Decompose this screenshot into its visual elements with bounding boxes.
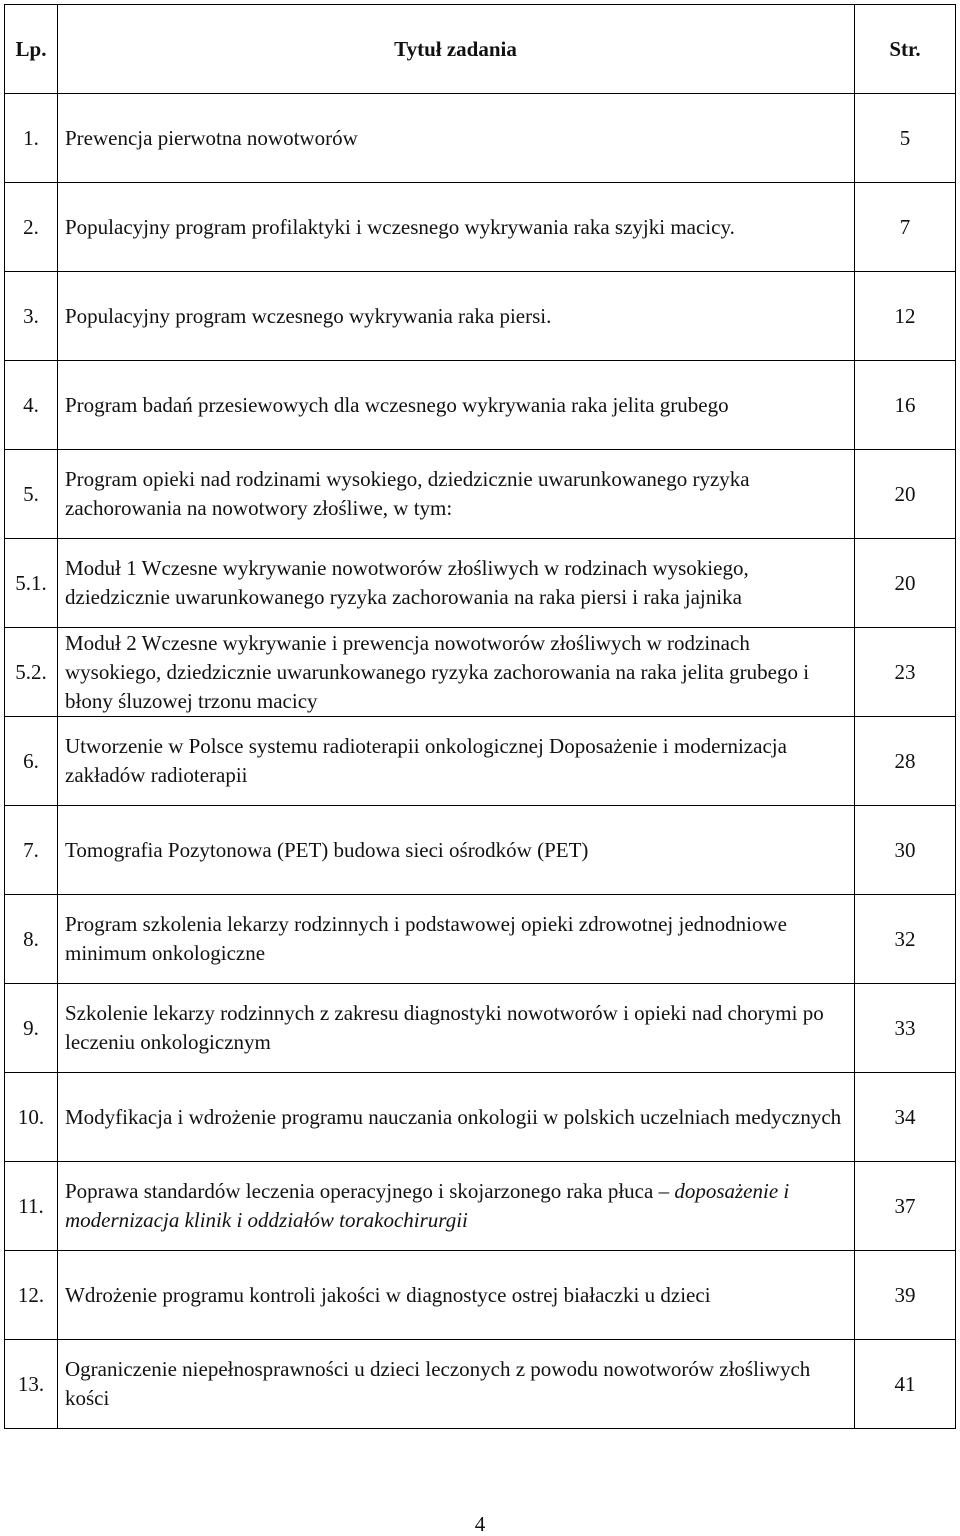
- row-lp: 5.1.: [5, 539, 58, 628]
- row-title: Moduł 2 Wczesne wykrywanie i prewencja nowotworów złośliwych w rodzinach wysokiego, dziedzicznie uwarunkowanego ryzyka zachorowania na raka jelita grubego i błony śluzowej trzonu macicy: [58, 628, 855, 717]
- table-row: [5, 806, 956, 895]
- table-row: [5, 272, 956, 361]
- page-number: 4: [474, 1512, 486, 1536]
- table-row: [5, 1251, 956, 1340]
- table-row: [5, 895, 956, 984]
- row-lp: 5.: [5, 450, 58, 539]
- row-title: Moduł 1 Wczesne wykrywanie nowotworów złośliwych w rodzinach wysokiego, dziedzicznie uwarunkowanego ryzyka zachorowania na raka piersi i raka jajnika: [58, 539, 855, 628]
- row-page: 20: [855, 539, 956, 628]
- row-page: 33: [855, 984, 956, 1073]
- header-page: Str.: [855, 5, 956, 94]
- row-lp: 3.: [5, 272, 58, 361]
- table-row: [5, 539, 956, 628]
- row-lp: 11.: [5, 1162, 58, 1251]
- row-page: 30: [855, 806, 956, 895]
- row-page: 23: [855, 628, 956, 717]
- row-title: Tomografia Pozytonowa (PET) budowa sieci ośrodków (PET): [58, 806, 855, 895]
- row-title-italic: doposażenie i modernizacja klinik i oddziałów torakochirurgii: [65, 1179, 790, 1232]
- table-row: [5, 1340, 956, 1429]
- header-title: Tytuł zadania: [58, 5, 855, 94]
- table-row: [5, 450, 956, 539]
- row-title: Program szkolenia lekarzy rodzinnych i podstawowej opieki zdrowotnej jednodniowe minimum onkologiczne: [58, 895, 855, 984]
- row-title: Populacyjny program wczesnego wykrywania raka piersi.: [58, 272, 855, 361]
- table-row: [5, 94, 956, 183]
- row-title-main: Poprawa standardów leczenia operacyjnego i skojarzonego raka płuca: [65, 1179, 654, 1203]
- row-page: 34: [855, 1073, 956, 1162]
- row-page: 16: [855, 361, 956, 450]
- row-lp: 7.: [5, 806, 58, 895]
- row-lp: 4.: [5, 361, 58, 450]
- row-lp: 1.: [5, 94, 58, 183]
- table-row: [5, 1073, 956, 1162]
- table-header-row: [5, 5, 956, 94]
- row-lp: 9.: [5, 984, 58, 1073]
- row-title: Poprawa standardów leczenia operacyjnego i skojarzonego raka płuca – doposażenie i modernizacja klinik i oddziałów torakochirurgii: [58, 1162, 855, 1251]
- table-row: [5, 984, 956, 1073]
- row-page: 20: [855, 450, 956, 539]
- row-lp: 5.2.: [5, 628, 58, 717]
- row-title: Ograniczenie niepełnosprawności u dzieci leczonych z powodu nowotworów złośliwych kości: [58, 1340, 855, 1429]
- table-row: [5, 628, 956, 717]
- row-title: Szkolenie lekarzy rodzinnych z zakresu diagnostyki nowotworów i opieki nad chorymi po leczeniu onkologicznym: [58, 984, 855, 1073]
- table-row: [5, 1162, 956, 1251]
- header-lp: Lp.: [5, 5, 58, 94]
- row-page: 39: [855, 1251, 956, 1340]
- row-lp: 10.: [5, 1073, 58, 1162]
- row-title: Populacyjny program profilaktyki i wczesnego wykrywania raka szyjki macicy.: [58, 183, 855, 272]
- table-row: [5, 361, 956, 450]
- row-page: 32: [855, 895, 956, 984]
- row-page: 7: [855, 183, 956, 272]
- table-of-contents: [4, 4, 956, 1429]
- row-title: Program badań przesiewowych dla wczesnego wykrywania raka jelita grubego: [58, 361, 855, 450]
- row-page: 28: [855, 717, 956, 806]
- row-lp: 13.: [5, 1340, 58, 1429]
- row-page: 12: [855, 272, 956, 361]
- row-title: Program opieki nad rodzinami wysokiego, dziedzicznie uwarunkowanego ryzyka zachorowania na nowotwory złośliwe, w tym:: [58, 450, 855, 539]
- row-lp: 6.: [5, 717, 58, 806]
- row-title: Utworzenie w Polsce systemu radioterapii onkologicznej Doposażenie i modernizacja zakładów radioterapii: [58, 717, 855, 806]
- row-page: 5: [855, 94, 956, 183]
- row-page: 41: [855, 1340, 956, 1429]
- row-lp: 12.: [5, 1251, 58, 1340]
- row-lp: 8.: [5, 895, 58, 984]
- row-page: 37: [855, 1162, 956, 1251]
- table-row: [5, 717, 956, 806]
- row-title: Wdrożenie programu kontroli jakości w diagnostyce ostrej białaczki u dzieci: [58, 1251, 855, 1340]
- row-title: Prewencja pierwotna nowotworów: [58, 94, 855, 183]
- row-title: Modyfikacja i wdrożenie programu nauczania onkologii w polskich uczelniach medycznych: [58, 1073, 855, 1162]
- row-lp: 2.: [5, 183, 58, 272]
- table-row: [5, 183, 956, 272]
